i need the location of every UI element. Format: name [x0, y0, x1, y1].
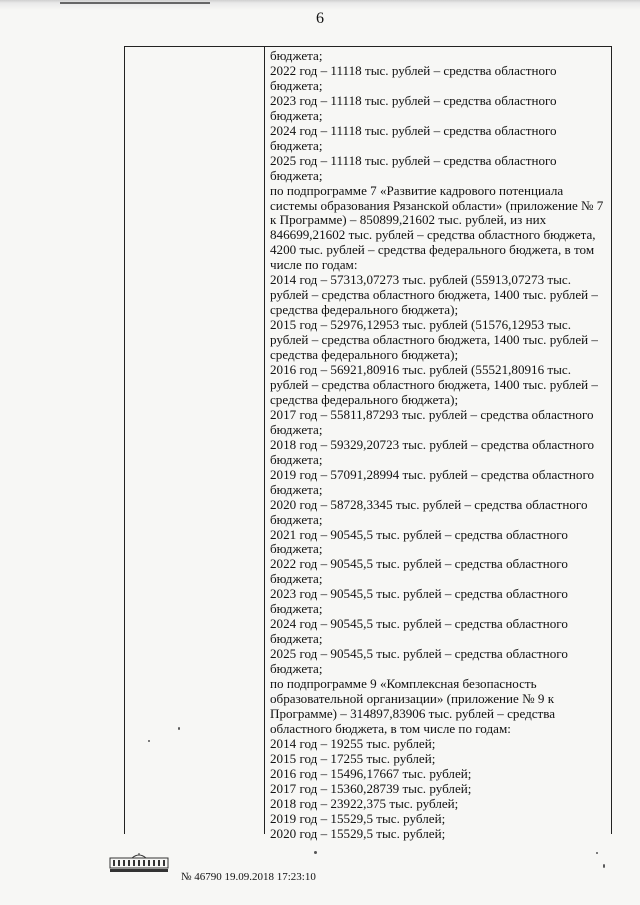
text-line: бюджета; — [270, 631, 323, 647]
text-line: 2016 год – 56921,80916 тыс. рублей (55521,80916 тыс. — [270, 362, 572, 378]
text-line: 2021 год – 90545,5 тыс. рублей – средства областного — [270, 526, 568, 542]
text-line: Программе) – 314897,83906 тыс. рублей – средства — [270, 705, 556, 721]
text-line: 2015 год – 17255 тыс. рублей; — [270, 750, 436, 766]
scan-speck — [178, 727, 180, 730]
text-line: 2014 год – 57313,07273 тыс. рублей (55913,07273 тыс. — [270, 272, 572, 288]
scan-edge-mark — [60, 2, 210, 4]
text-line: областного бюджета, в том числе по годам: — [270, 720, 511, 736]
text-line: 2019 год – 15529,5 тыс. рублей; — [270, 810, 446, 826]
text-line: 2018 год – 23922,375 тыс. рублей; — [270, 795, 459, 811]
text-line: 2018 год – 59329,20723 тыс. рублей – средства областного — [270, 436, 595, 452]
text-line: 2022 год – 90545,5 тыс. рублей – средства областного — [270, 556, 568, 572]
text-line: 2017 год – 55811,87293 тыс. рублей – средства областного — [270, 406, 594, 422]
text-line: бюджета; — [270, 137, 323, 153]
text-line: 846699,21602 тыс. рублей – средства областного бюджета, — [270, 227, 596, 243]
text-line: 2025 год – 11118 тыс. рублей – средства областного — [270, 152, 557, 168]
text-line: по подпрограмме 7 «Развитие кадрового потенциала — [270, 182, 564, 198]
text-line: образовательной организации» (приложение № 9 к — [270, 690, 555, 706]
text-line: бюджета; — [270, 481, 323, 497]
text-line: бюджета; — [270, 48, 323, 63]
column-divider — [264, 47, 265, 834]
text-line: бюджета; — [270, 511, 323, 527]
text-line: бюджета; — [270, 541, 323, 557]
text-line: бюджета; — [270, 167, 323, 183]
text-line: 2014 год – 19255 тыс. рублей; — [270, 735, 436, 751]
text-line: средства федерального бюджета); — [270, 391, 459, 407]
text-line: 2025 год – 90545,5 тыс. рублей – средства областного — [270, 646, 568, 662]
text-line: 2019 год – 57091,28994 тыс. рублей – средства областного — [270, 466, 595, 482]
text-line: бюджета; — [270, 77, 323, 93]
text-line: 2024 год – 11118 тыс. рублей – средства областного — [270, 122, 557, 138]
text-line: 2015 год – 52976,12953 тыс. рублей (51576,12953 тыс. — [270, 317, 572, 333]
text-line: числе по годам: — [270, 257, 358, 273]
text-line: бюджета; — [270, 661, 323, 677]
text-line: 2020 год – 58728,3345 тыс. рублей – средства областного — [270, 496, 588, 512]
text-line: 2022 год – 11118 тыс. рублей – средства областного — [270, 62, 557, 78]
text-line: системы образования Рязанской области» (приложение № 7 — [270, 197, 604, 213]
text-line: 2017 год – 15360,28739 тыс. рублей; — [270, 780, 472, 796]
text-line: 2020 год – 15529,5 тыс. рублей; — [270, 825, 446, 841]
text-line: средства федерального бюджета); — [270, 302, 459, 318]
text-line: к Программе) – 850899,21602 тыс. рублей, из них — [270, 212, 547, 228]
text-line: 2024 год – 90545,5 тыс. рублей – средства областного — [270, 616, 568, 632]
text-line: 2023 год – 90545,5 тыс. рублей – средства областного — [270, 586, 568, 602]
text-line: 4200 тыс. рублей – средства федерального бюджета, в том — [270, 242, 595, 258]
scan-speck — [596, 852, 598, 854]
text-line: бюджета; — [270, 571, 323, 587]
text-line: 2016 год – 15496,17667 тыс. рублей; — [270, 765, 472, 781]
text-line: рублей – средства областного бюджета, 1400 тыс. рублей – — [270, 376, 598, 392]
text-line: бюджета; — [270, 107, 323, 123]
text-line: по подпрограмме 9 «Комплексная безопасность — [270, 676, 537, 692]
text-line: бюджета; — [270, 601, 323, 617]
scan-speck — [314, 851, 317, 854]
scan-speck — [603, 864, 605, 868]
table-right-cell-text — [270, 49, 610, 842]
text-line: рублей – средства областного бюджета, 1400 тыс. рублей – — [270, 287, 598, 303]
registration-stamp: № 46790 19.09.2018 17:23:10 — [181, 871, 316, 883]
text-line: бюджета; — [270, 451, 323, 467]
text-line: рублей – средства областного бюджета, 1400 тыс. рублей – — [270, 332, 598, 348]
printing-house-stamp — [108, 852, 170, 874]
scan-speck — [148, 740, 150, 742]
text-line: средства федерального бюджета); — [270, 347, 459, 363]
text-line: бюджета; — [270, 421, 323, 437]
page-number: 6 — [316, 10, 324, 27]
text-line: 2023 год – 11118 тыс. рублей – средства областного — [270, 92, 557, 108]
